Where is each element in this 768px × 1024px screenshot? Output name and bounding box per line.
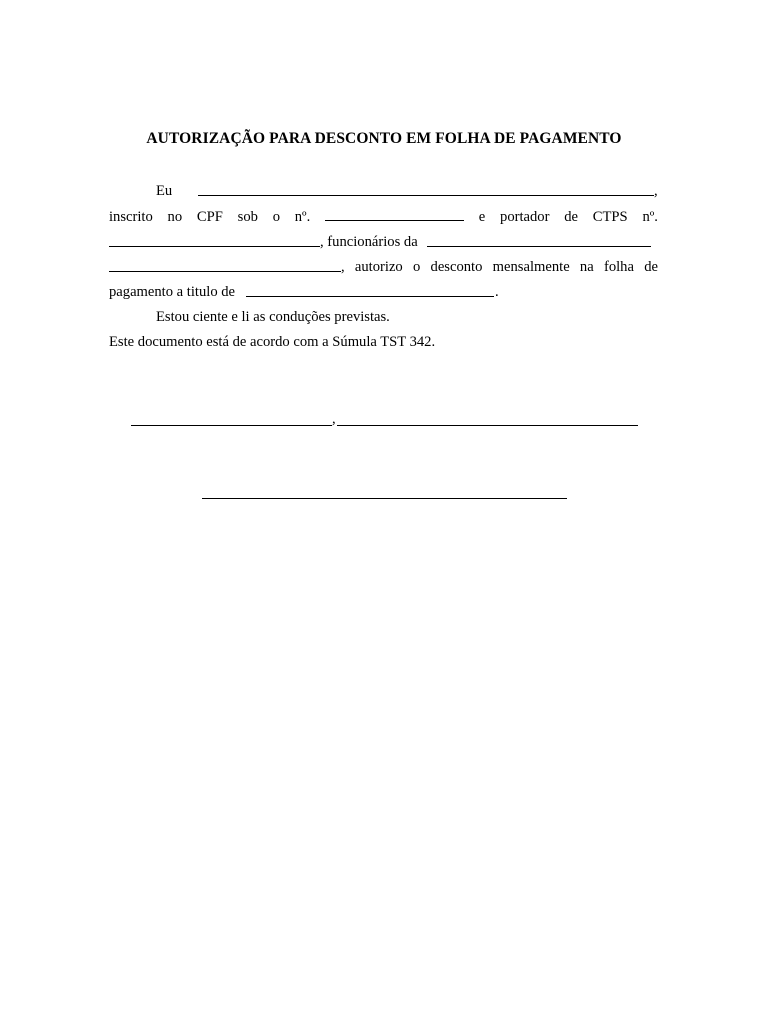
comma: ,: [654, 183, 658, 199]
ciente-text: Estou ciente e li as conduções previstas.: [156, 309, 390, 325]
word: CPF: [196, 209, 223, 225]
word: portador: [500, 209, 550, 225]
word: e: [478, 209, 486, 225]
line-cpf: [109, 207, 658, 227]
autorizo-text: [341, 257, 658, 277]
word: o: [412, 259, 421, 275]
word: inscrito: [109, 209, 153, 225]
word: desconto: [430, 259, 483, 275]
word: sob: [237, 209, 258, 225]
pagamento-label: pagamento a titulo de: [109, 284, 236, 300]
funcionarios-label: , funcionários da: [320, 234, 418, 250]
word: nº.: [294, 209, 311, 225]
word: no: [167, 209, 183, 225]
word: o: [272, 209, 280, 225]
document-title: AUTORIZAÇÃO PARA DESCONTO EM FOLHA DE PAGAMENTO: [146, 130, 622, 147]
word: na: [579, 259, 594, 275]
word: folha: [603, 259, 634, 275]
eu-label: Eu: [156, 183, 173, 199]
date-line[interactable]: [337, 425, 638, 426]
word: mensalmente: [492, 259, 570, 275]
word: de: [644, 259, 658, 275]
word: nº.: [642, 209, 658, 225]
word: ,: [341, 259, 345, 275]
period: .: [495, 284, 499, 300]
purpose-blank[interactable]: [246, 295, 494, 297]
place-date-comma: ,: [332, 411, 336, 427]
place-line[interactable]: [131, 425, 332, 426]
name-blank[interactable]: [198, 194, 654, 196]
word: de: [564, 209, 579, 225]
employer-blank[interactable]: [427, 245, 651, 247]
word: CTPS: [592, 209, 628, 225]
employer-blank-continued[interactable]: [109, 270, 341, 272]
ctps-blank[interactable]: [109, 245, 320, 247]
cpf-blank[interactable]: [325, 219, 464, 221]
sumula-text: Este documento está de acordo com a Súmula TST 342.: [109, 334, 436, 350]
signature-line[interactable]: [202, 498, 567, 499]
word: autorizo: [354, 259, 403, 275]
